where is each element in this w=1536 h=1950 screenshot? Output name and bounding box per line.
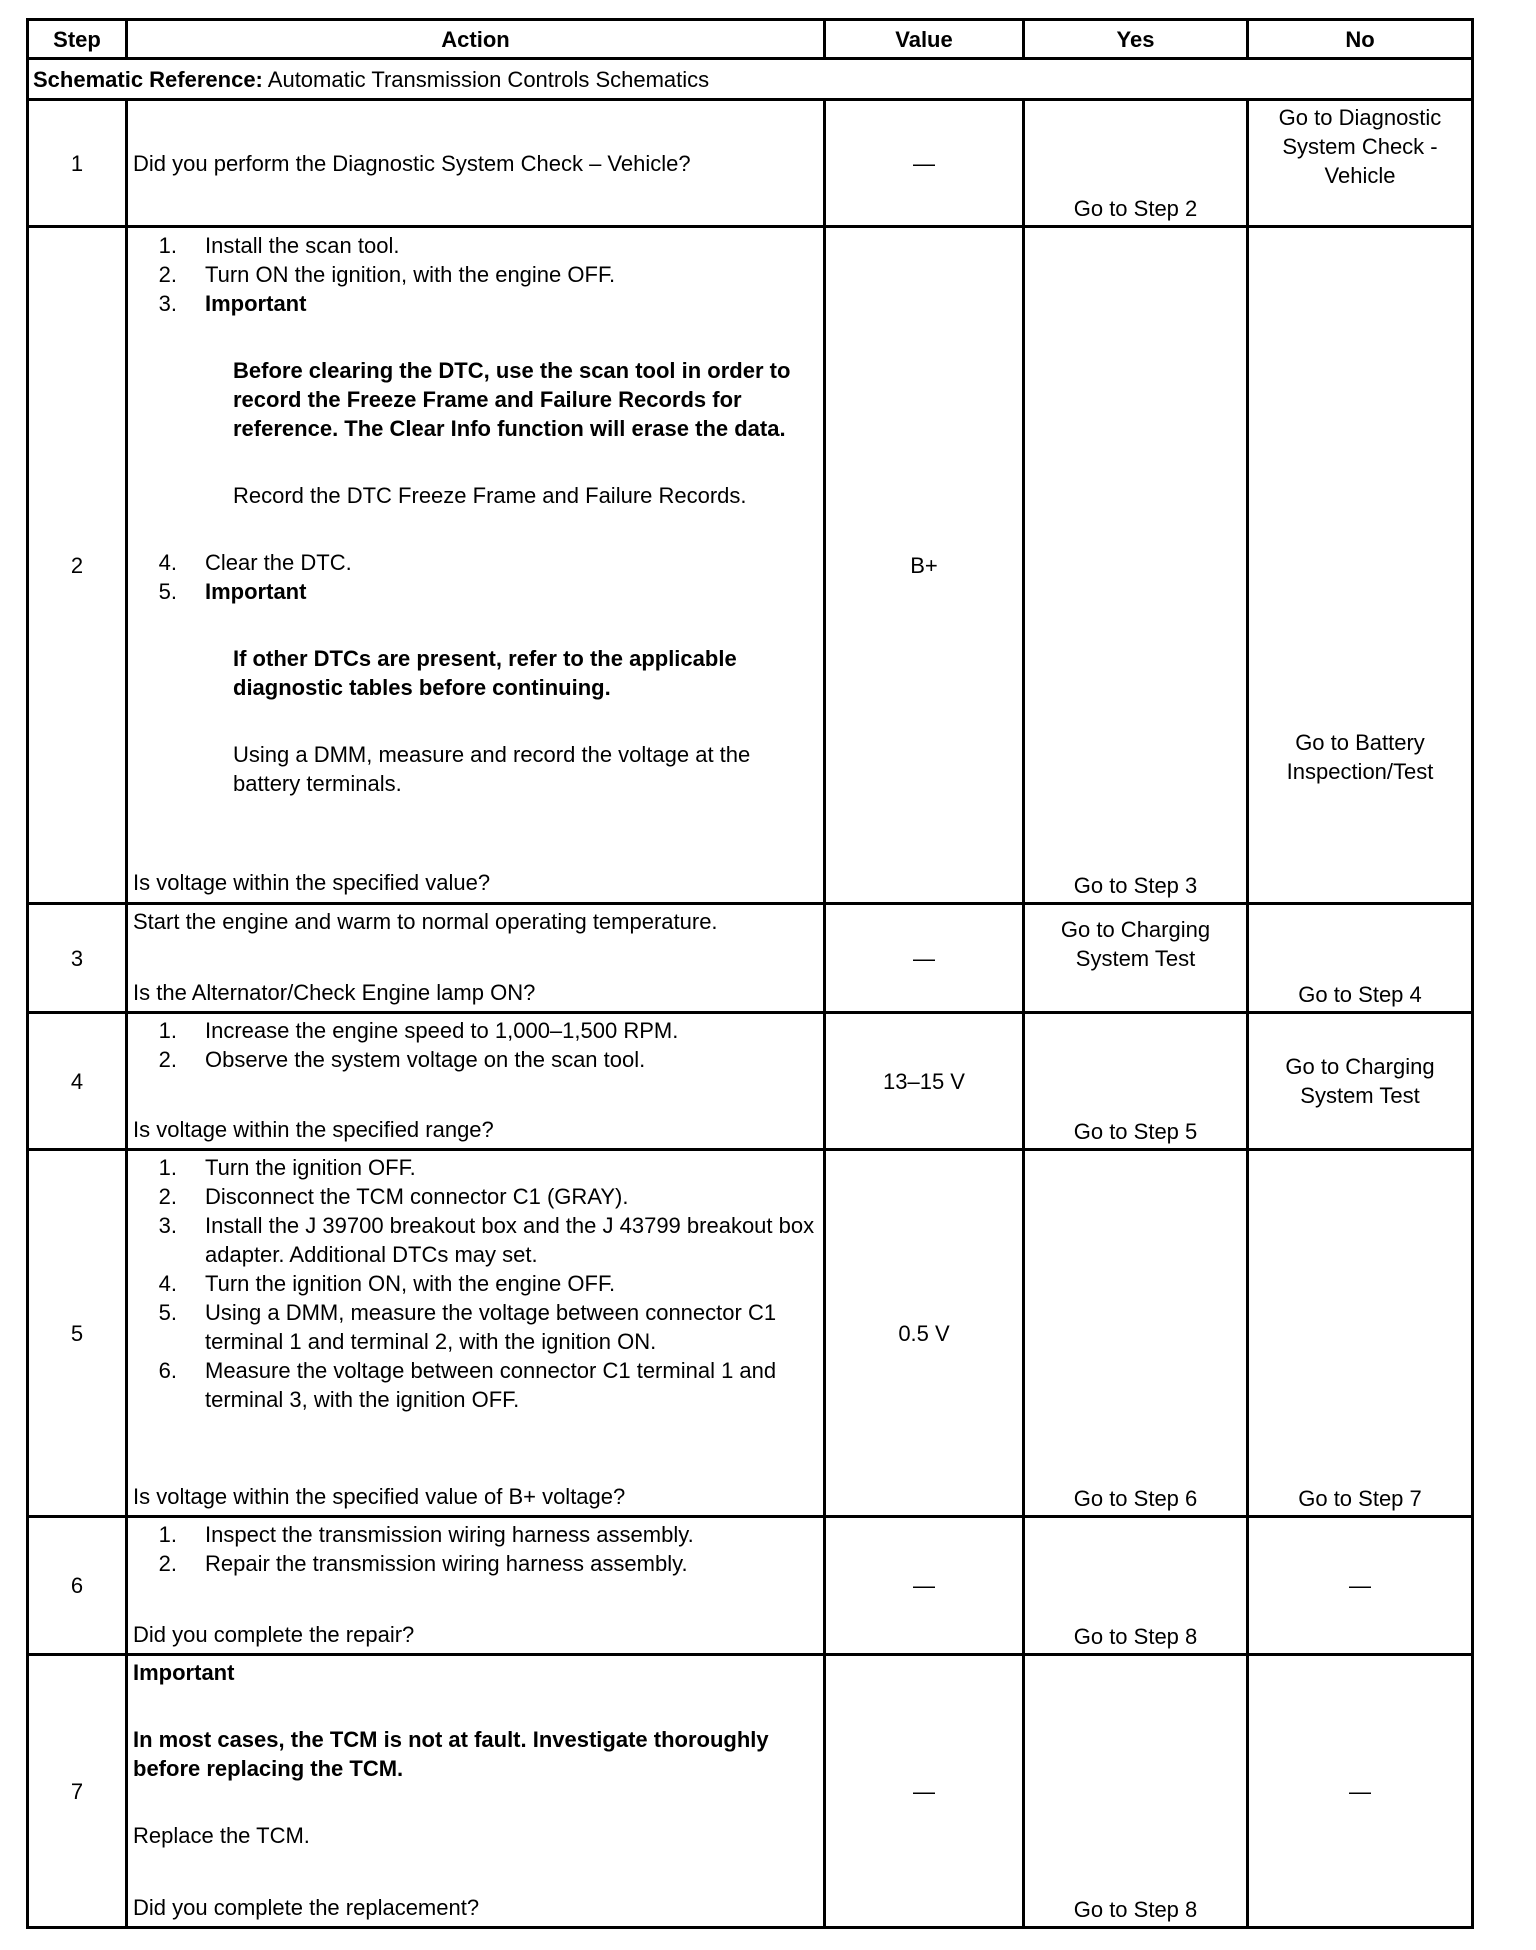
yes-cell: Go to Step 8 — [1024, 1655, 1248, 1928]
step-row-2 — [28, 227, 1473, 904]
action-cell — [127, 1655, 825, 1928]
value-cell: — — [825, 1517, 1024, 1655]
step-row-6 — [28, 1517, 1473, 1655]
yes-cell: Go to Step 2 — [1024, 100, 1248, 227]
header-no: No — [1248, 20, 1473, 59]
value-cell: — — [825, 904, 1024, 1013]
action-steps — [133, 1520, 818, 1578]
list-item: 2. Observe the system voltage on the scan tool. — [158, 1047, 646, 1072]
action-steps — [133, 231, 818, 318]
step-number: 2 — [28, 227, 127, 904]
no-cell: Go to Step 4 — [1248, 904, 1473, 1013]
action-question: Is voltage within the specified range? — [133, 1117, 494, 1142]
value-cell: — — [825, 100, 1024, 227]
yes-cell: Go to Step 3 — [1024, 227, 1248, 904]
step-number: 3 — [28, 904, 127, 1013]
value-cell: B+ — [825, 227, 1024, 904]
step-row-4 — [28, 1013, 1473, 1150]
action-question: Did you complete the replacement? — [133, 1895, 480, 1920]
no-cell: Go to Battery Inspection/Test — [1248, 227, 1473, 904]
list-item: 2. Repair the transmission wiring harness assembly. — [158, 1551, 688, 1576]
header-row — [28, 20, 1473, 59]
replace-instruction: Replace the TCM. — [133, 1823, 310, 1848]
no-cell: — — [1248, 1517, 1473, 1655]
yes-cell: Go to Step 8 — [1024, 1517, 1248, 1655]
schematic-text: Automatic Transmission Controls Schematics — [262, 66, 710, 92]
list-item: 1. Inspect the transmission wiring harness assembly. — [158, 1522, 694, 1547]
yes-cell: Go to Step 5 — [1024, 1013, 1248, 1150]
action-cell — [127, 227, 825, 904]
list-item: 5. Important — [158, 579, 307, 604]
action-question: Did you perform the Diagnostic System Check – Vehicle? — [133, 150, 691, 176]
step-number: 1 — [28, 100, 127, 227]
header-value: Value — [825, 20, 1024, 59]
list-item: 1. Increase the engine speed to 1,000–1,500 RPM. — [158, 1018, 679, 1043]
action-cell — [127, 1517, 825, 1655]
step-number: 4 — [28, 1013, 127, 1150]
schematic-reference — [28, 59, 1473, 100]
no-cell: Go to Diagnostic System Check - Vehicle — [1248, 100, 1473, 227]
step-number: 7 — [28, 1655, 127, 1928]
list-item: 3. Install the J 39700 breakout box and the J 43799 breakout box adapter. Additional DTCs may set. — [158, 1213, 815, 1267]
list-item: 3. Important — [158, 291, 307, 316]
no-cell: Go to Charging System Test — [1248, 1013, 1473, 1150]
no-cell: — — [1248, 1655, 1473, 1928]
action-question: Is voltage within the specified value of B+ voltage? — [133, 1484, 626, 1509]
action-question: Is the Alternator/Check Engine lamp ON? — [133, 980, 536, 1005]
action-cell — [127, 1013, 825, 1150]
important-note: Before clearing the DTC, use the scan tool in order to record the Freeze Frame and Failure Records for reference. The Clear Info function will erase the data. — [233, 358, 791, 441]
step-row-5 — [28, 1150, 1473, 1517]
list-item: 5. Using a DMM, measure the voltage between connector C1 terminal 1 and terminal 2, with the ignition ON. — [158, 1300, 777, 1354]
value-cell: — — [825, 1655, 1024, 1928]
action-cell — [127, 1150, 825, 1517]
step-row-3 — [28, 904, 1473, 1013]
action-steps — [133, 548, 818, 606]
list-item: 1. Turn the ignition OFF. — [158, 1155, 416, 1180]
header-step: Step — [28, 20, 127, 59]
important-note: In most cases, the TCM is not at fault. Investigate thoroughly before replacing the TCM. — [133, 1727, 769, 1781]
important-label: Important — [133, 1660, 235, 1685]
yes-cell: Go to Charging System Test — [1024, 904, 1248, 1013]
action-text: Start the engine and warm to normal operating temperature. — [133, 909, 718, 934]
action-cell — [127, 100, 825, 227]
action-cell — [127, 904, 825, 1013]
step-number: 6 — [28, 1517, 127, 1655]
yes-cell: Go to Step 6 — [1024, 1150, 1248, 1517]
diagnostic-table-sheet — [26, 18, 1474, 1929]
action-question: Is voltage within the specified value? — [133, 870, 491, 895]
list-item: 4. Turn the ignition ON, with the engine OFF. — [158, 1271, 616, 1296]
list-item: 2. Turn ON the ignition, with the engine OFF. — [158, 262, 616, 287]
record-instruction: Record the DTC Freeze Frame and Failure Records. — [233, 483, 747, 508]
list-item: 6. Measure the voltage between connector C1 terminal 1 and terminal 3, with the ignition OFF. — [158, 1358, 777, 1412]
list-item: 2. Disconnect the TCM connector C1 (GRAY). — [158, 1184, 629, 1209]
step-number: 5 — [28, 1150, 127, 1517]
header-yes: Yes — [1024, 20, 1248, 59]
list-item: 4. Clear the DTC. — [158, 550, 352, 575]
schematic-row — [28, 59, 1473, 100]
action-question: Did you complete the repair? — [133, 1622, 415, 1647]
schematic-label: Schematic Reference: — [33, 66, 263, 92]
value-cell: 0.5 V — [825, 1150, 1024, 1517]
important-note: If other DTCs are present, refer to the applicable diagnostic tables before continuing. — [233, 646, 737, 700]
measure-instruction: Using a DMM, measure and record the voltage at the battery terminals. — [233, 742, 751, 796]
value-cell: 13–15 V — [825, 1013, 1024, 1150]
list-item: 1. Install the scan tool. — [158, 233, 400, 258]
header-action: Action — [127, 20, 825, 59]
step-row-1 — [28, 100, 1473, 227]
action-steps — [133, 1016, 818, 1074]
step-row-7 — [28, 1655, 1473, 1928]
action-steps — [133, 1153, 818, 1414]
no-cell: Go to Step 7 — [1248, 1150, 1473, 1517]
diagnostic-table — [26, 18, 1474, 1929]
